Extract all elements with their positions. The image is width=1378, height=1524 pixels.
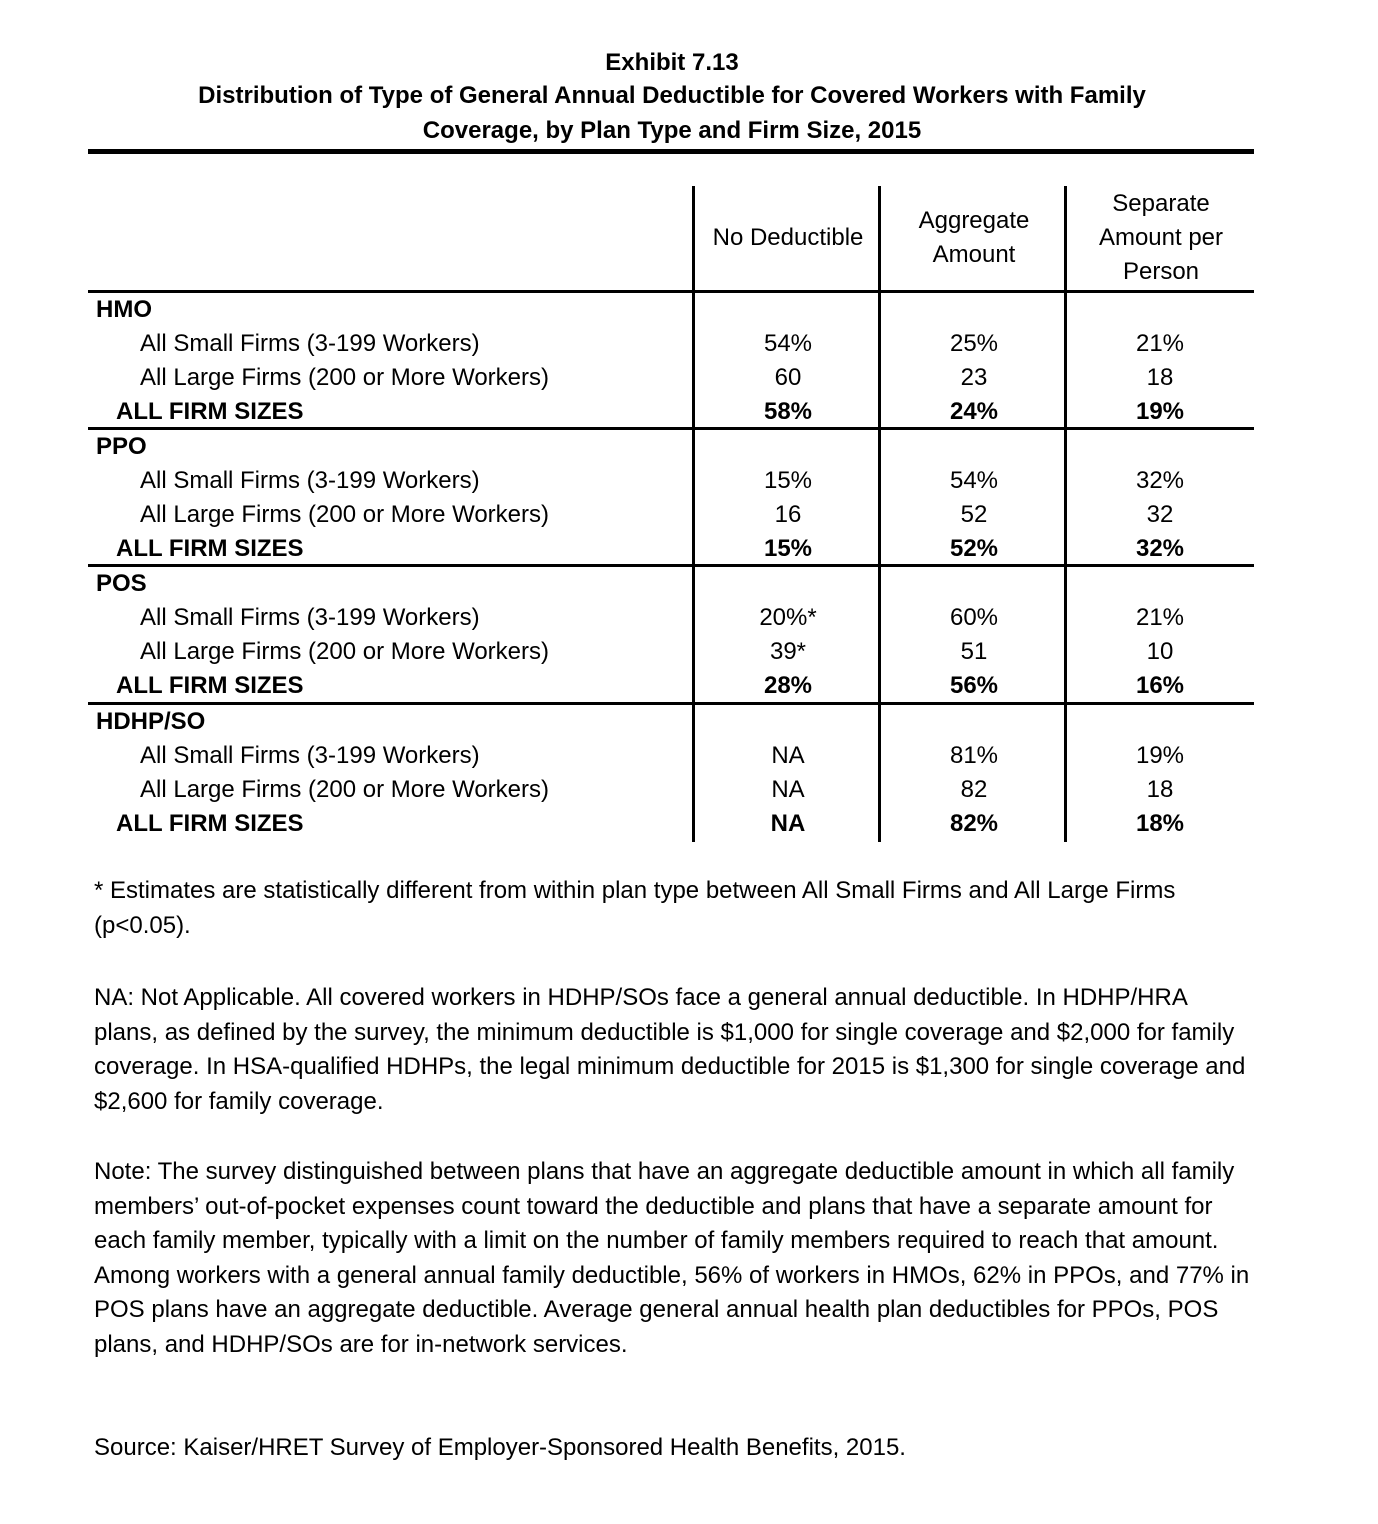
row-label: All Small Firms (3-199 Workers) xyxy=(140,604,480,631)
cell-aggregate-amount: 60% xyxy=(949,604,999,631)
cell-no-deductible: 15% xyxy=(763,467,813,494)
plan-type-label: PPO xyxy=(96,433,147,460)
table-row xyxy=(88,498,1254,532)
cell-aggregate-amount: 51 xyxy=(960,638,988,665)
cell-aggregate-amount: 54% xyxy=(949,467,999,494)
row-label: All Large Firms (200 or More Workers) xyxy=(140,501,549,528)
plan-type-label: HMO xyxy=(96,296,152,323)
exhibit-number: Exhibit 7.13 xyxy=(605,49,739,76)
not-applicable-footnote: NA: Not Applicable. All covered workers in HDHP/SOs face a general annual deductible. In HDHP/HRA plans, as defined by the survey, the minimum deductible is $1,000 for single coverage and $2,000 for family coverage. In HSA-qualified HDHPs, the legal minimum deductible for 2015 is $1,300 for single coverage and $2,600 for family coverage. xyxy=(94,984,1246,1115)
exhibit-title-line-2: Coverage, by Plan Type and Firm Size, 2015 xyxy=(422,117,922,144)
column-header-aggregate-amount: Aggregate Amount xyxy=(918,207,1030,268)
table-row xyxy=(88,361,1254,395)
section-header-pos xyxy=(88,567,1254,601)
cell-aggregate-amount: 56% xyxy=(949,672,999,699)
significance-footnote: * Estimates are statistically different from within plan type between All Small Firms and All Large Firms (p<0.05). xyxy=(94,877,1176,939)
table-row-total xyxy=(88,807,1254,841)
row-label: All Small Firms (3-199 Workers) xyxy=(140,330,480,357)
row-label: All Large Firms (200 or More Workers) xyxy=(140,638,549,665)
table-row-total xyxy=(88,395,1254,429)
row-label: All Small Firms (3-199 Workers) xyxy=(140,467,480,494)
cell-aggregate-amount: 82 xyxy=(960,776,988,803)
cell-no-deductible: NA xyxy=(770,810,806,837)
cell-no-deductible: 28% xyxy=(763,672,813,699)
cell-separate-amount: 32% xyxy=(1135,535,1185,562)
cell-aggregate-amount: 23 xyxy=(960,364,988,391)
exhibit-title-line-1: Distribution of Type of General Annual Deductible for Covered Workers with Family xyxy=(198,82,1146,109)
cell-separate-amount: 19% xyxy=(1135,742,1185,769)
table-row-total xyxy=(88,669,1254,703)
cell-separate-amount: 21% xyxy=(1135,604,1185,631)
source-note: Source: Kaiser/HRET Survey of Employer-Sponsored Health Benefits, 2015. xyxy=(94,1434,906,1461)
plan-type-label: POS xyxy=(96,570,147,597)
cell-separate-amount: 10 xyxy=(1146,638,1174,665)
cell-separate-amount: 18% xyxy=(1135,810,1185,837)
table-row xyxy=(88,601,1254,635)
cell-aggregate-amount: 25% xyxy=(949,330,999,357)
column-header-separate-amount: Separate Amount per Person xyxy=(1098,190,1224,285)
cell-aggregate-amount: 81% xyxy=(949,742,999,769)
cell-aggregate-amount: 24% xyxy=(949,398,999,425)
cell-no-deductible: 54% xyxy=(763,330,813,357)
cell-aggregate-amount: 52% xyxy=(949,535,999,562)
title-rule xyxy=(88,149,1254,154)
cell-separate-amount: 18 xyxy=(1146,776,1174,803)
cell-no-deductible: NA xyxy=(771,742,805,769)
table-row xyxy=(88,464,1254,498)
cell-no-deductible: NA xyxy=(771,776,805,803)
table-row xyxy=(88,327,1254,361)
row-label: All Large Firms (200 or More Workers) xyxy=(140,364,549,391)
cell-separate-amount: 16% xyxy=(1135,672,1185,699)
row-label: ALL FIRM SIZES xyxy=(116,672,304,699)
row-label: ALL FIRM SIZES xyxy=(116,810,304,837)
section-header-hmo xyxy=(88,293,1254,327)
cell-separate-amount: 18 xyxy=(1146,364,1174,391)
table-row xyxy=(88,635,1254,669)
cell-no-deductible: 20%* xyxy=(759,604,817,631)
cell-separate-amount: 32 xyxy=(1146,501,1174,528)
table-row-total xyxy=(88,532,1254,566)
cell-separate-amount: 32% xyxy=(1135,467,1185,494)
row-label: All Large Firms (200 or More Workers) xyxy=(140,776,549,803)
section-header-hdhp-so xyxy=(88,705,1254,739)
cell-separate-amount: 21% xyxy=(1135,330,1185,357)
plan-type-label: HDHP/SO xyxy=(96,708,206,735)
cell-no-deductible: 39* xyxy=(769,638,807,665)
cell-aggregate-amount: 82% xyxy=(949,810,999,837)
cell-no-deductible: 16 xyxy=(774,501,802,528)
deductible-table xyxy=(88,186,1254,842)
cell-no-deductible: 60 xyxy=(774,364,802,391)
row-label: All Small Firms (3-199 Workers) xyxy=(140,742,480,769)
cell-no-deductible: 15% xyxy=(763,535,813,562)
table-row xyxy=(88,739,1254,773)
row-label: ALL FIRM SIZES xyxy=(116,398,304,425)
section-header-ppo xyxy=(88,430,1254,464)
table-row xyxy=(88,773,1254,807)
column-header-no-deductible: No Deductible xyxy=(712,224,864,251)
cell-separate-amount: 19% xyxy=(1135,398,1185,425)
cell-aggregate-amount: 52 xyxy=(960,501,988,528)
cell-no-deductible: 58% xyxy=(763,398,813,425)
methodology-note: Note: The survey distinguished between plans that have an aggregate deductible amount in which all family members’ out-of-pocket expenses count toward the deductible and plans that have a separate amount for each family member, typically with a limit on the number of family members required to reach that amount. Among workers with a general annual family deductible, 56% of workers in HMOs, 62% in PPOs, and 77% in POS plans have an aggregate deductible. Average general annual health plan deductibles for PPOs, POS plans, and HDHP/SOs are for in-network services. xyxy=(94,1158,1250,1358)
row-label: ALL FIRM SIZES xyxy=(116,535,304,562)
